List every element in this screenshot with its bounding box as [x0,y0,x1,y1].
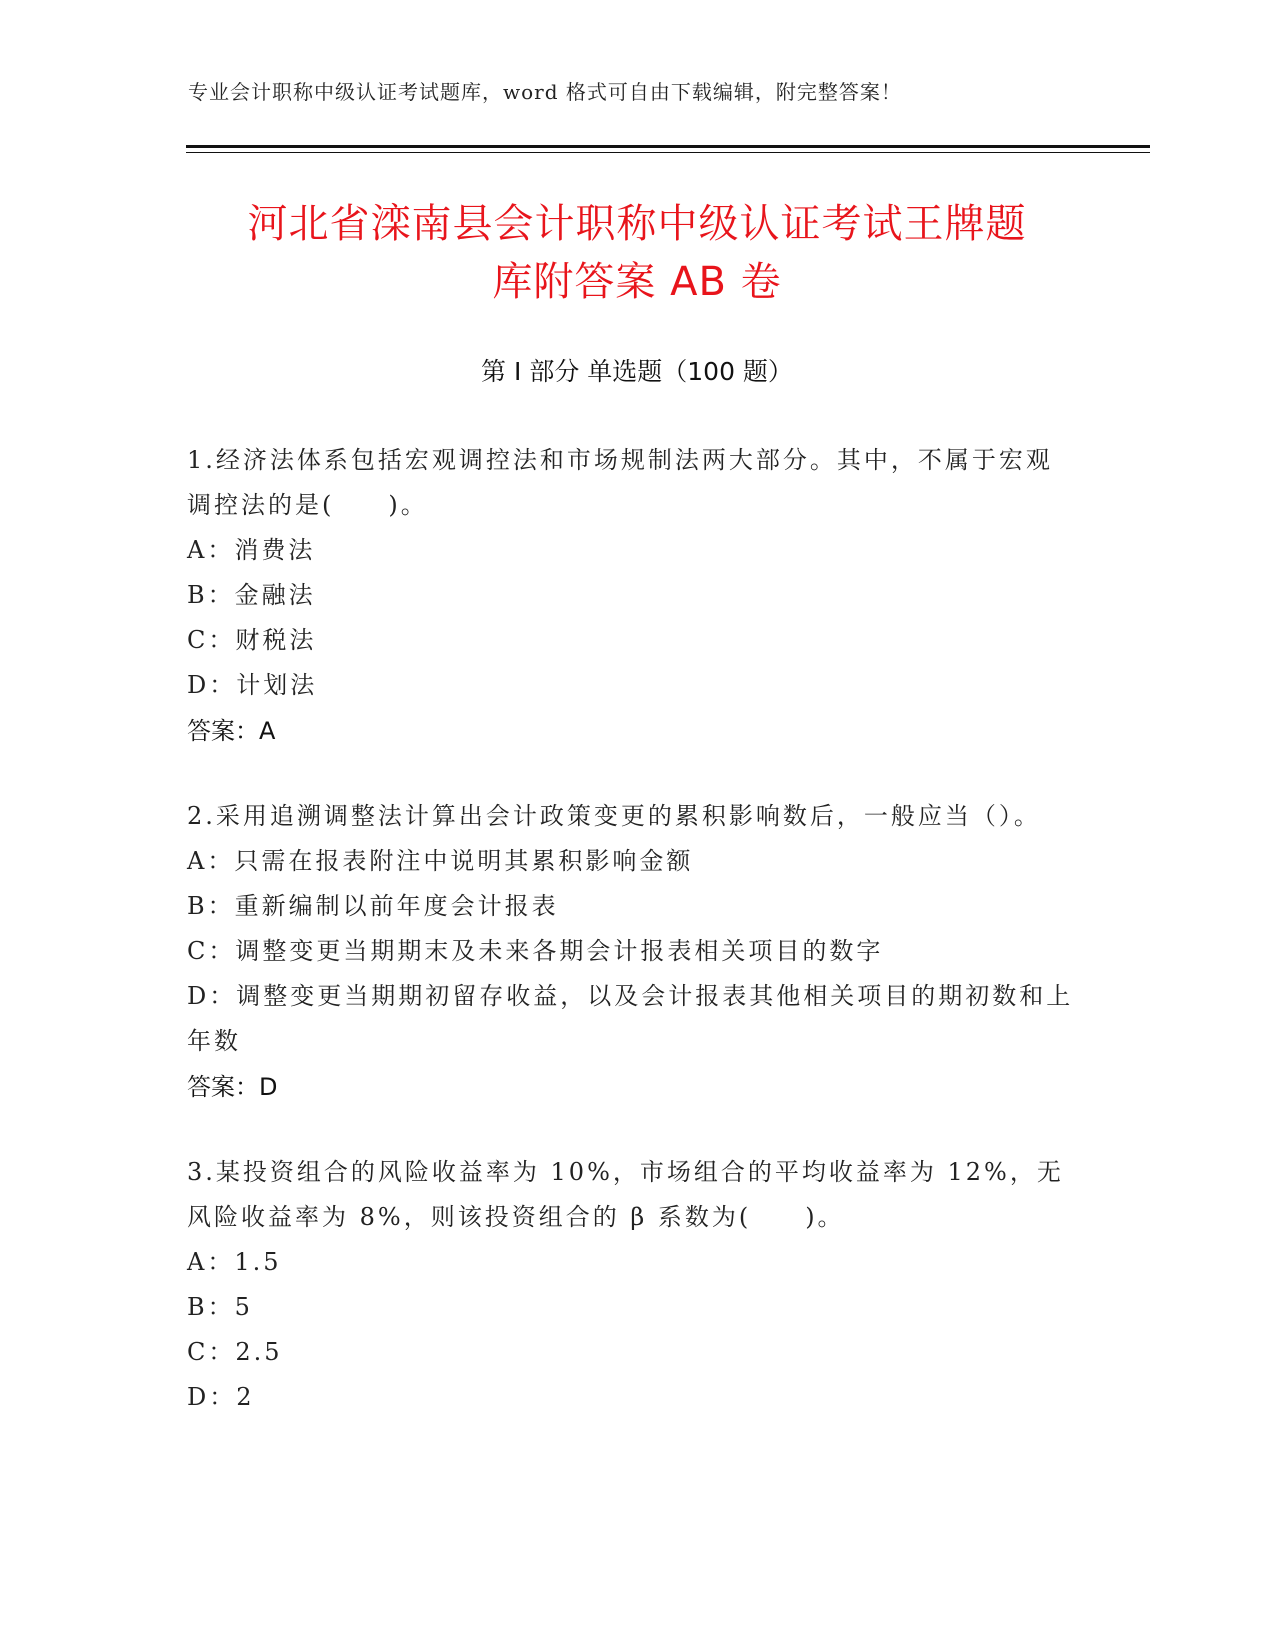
answer: 答案：D [187,1073,278,1101]
option-d: D：计划法 [187,671,318,699]
question-stem: 3.某投资组合的风险收益率为 10%，市场组合的平均收益率为 12%，无风险收益率为 8%，则该投资组合的 β 系数为( )。 [187,1158,1064,1231]
header-rule-thin [186,152,1150,153]
option-b: B：5 [187,1293,253,1321]
answer: 答案：A [187,717,276,745]
question-1 [187,438,1077,754]
option-a: A：1.5 [187,1248,282,1276]
document-title-line-2: 库附答案 AB 卷 [492,259,782,305]
option-c: C：财税法 [187,626,317,654]
question-list [187,438,1077,1460]
option-c: C：调整变更当期期末及未来各期会计报表相关项目的数字 [187,937,884,965]
option-d: D：2 [187,1383,255,1411]
section-title: 第 I 部分 单选题（100 题） [481,357,793,386]
document-title [186,195,1088,311]
question-stem: 2.采用追溯调整法计算出会计政策变更的累积影响数后，一般应当（）。 [187,802,1041,830]
question-3 [187,1150,1077,1420]
option-b: B：金融法 [187,581,316,609]
question-2 [187,794,1077,1110]
page-header: 专业会计职称中级认证考试题库，word 格式可自由下载编辑，附完整答案！ [188,80,902,104]
option-a: A：只需在报表附注中说明其累积影响金额 [187,847,694,875]
question-stem: 1.经济法体系包括宏观调控法和市场规制法两大部分。其中，不属于宏观调控法的是( )。 [187,446,1053,519]
option-c: C：2.5 [187,1338,283,1366]
header-rule-thick [186,145,1150,148]
option-a: A：消费法 [187,536,316,564]
option-b: B：重新编制以前年度会计报表 [187,892,559,920]
option-d: D：调整变更当期期初留存收益，以及会计报表其他相关项目的期初数和上年数 [187,982,1074,1055]
document-title-line-1: 河北省滦南县会计职称中级认证考试王牌题 [247,201,1027,247]
